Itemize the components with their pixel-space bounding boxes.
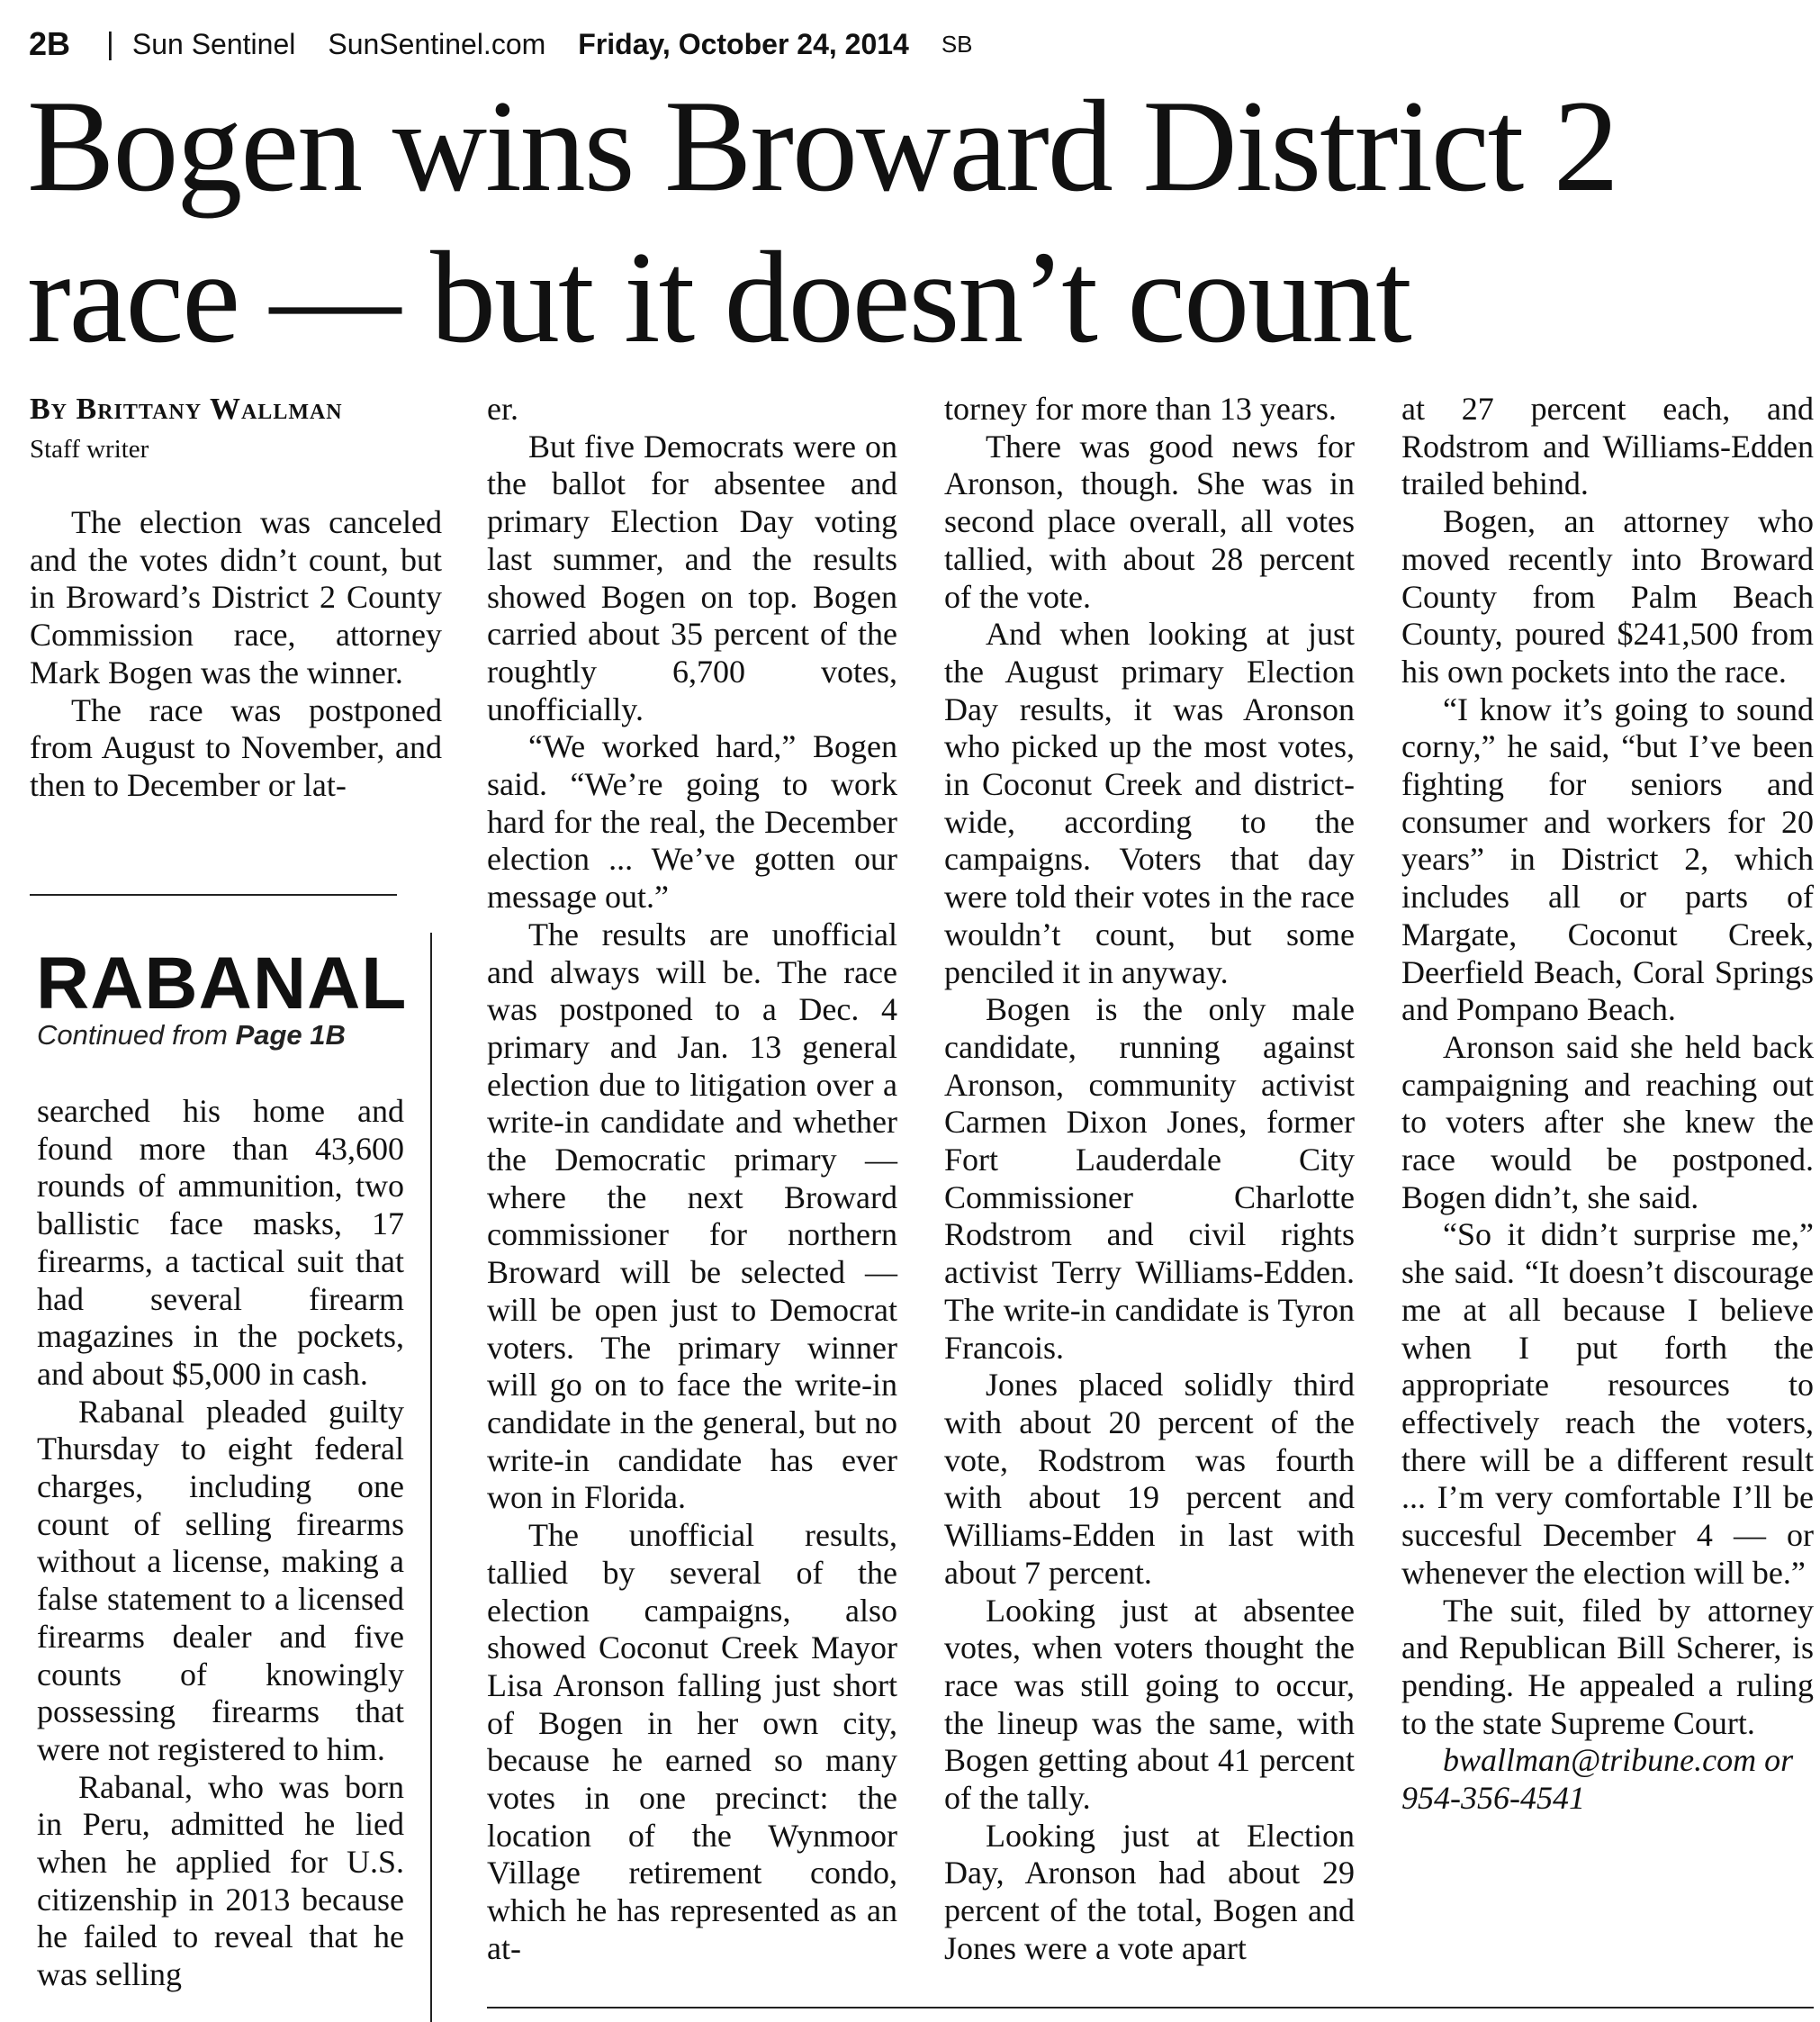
paragraph: “We worked hard,” Bogen said. “We’re going to work hard for the real, the December election ... We’ve gotten our message out.” [487, 728, 897, 916]
edition-code: SB [941, 30, 973, 58]
paragraph: And when looking at just the August primary Election Day results, it was Aronson who picked up the most votes, in Coconut Creek and district-wide, according to the campaigns. Voters that day were told their votes in the race wouldn’t count, but some penciled it in anyway. [944, 616, 1355, 990]
headline [27, 70, 1791, 373]
paragraph: Jones placed solidly third with about 20 percent of the vote, Rodstrom was fourth with about 19 percent and Williams-Edden in last with about 7 percent. [944, 1367, 1355, 1591]
paragraph: Bogen, an attorney who moved recently into Broward County from Palm Beach County, poured $241,500 from his own pockets into the race. [1401, 503, 1814, 690]
masthead [29, 22, 1793, 67]
paragraph: The results are unofficial and always will be. The race was postponed to a Dec. 4 primary and Jan. 13 general election due to litigation over a write-in candidate and whether the Democratic primary — where the next Broward commissioner for northern Broward will be selected — will be open just to Democrat voters. The primary winner will go on to face the write-in candidate in the general, but no write-in candidate has ever won in Florida. [487, 916, 897, 1516]
paragraph: Rabanal pleaded guilty Thursday to eight federal charges, including one count of selling firearms without a license, making a false statement to a licensed firearms dealer and five counts of knowingly possessing firearms that were not registered to him. [37, 1393, 404, 1767]
paragraph-continuation: er. [487, 391, 518, 427]
article-column-2 [487, 391, 897, 1968]
paragraph: Aronson said she held back campaigning and reaching out to voters after she knew the race would be postponed. Bogen didn’t, she said. [1401, 1028, 1814, 1215]
article-column-1 [30, 504, 442, 805]
paragraph: “So it didn’t surprise me,” she said. “It doesn’t discourage me at all because I believe when I put forth the appropriate resources to effectively reach the voters, there will be a different result ... I’m very comfortable I’ll be succesful December 4 — or whenever the election will be.” [1401, 1216, 1814, 1591]
paragraph: But five Democrats were on the ballot for absentee and primary Election Day voting last summer, and the results showed Bogen on top. Bogen carried about 35 percent of the roughtly 6,700 votes, unofficially. [487, 428, 897, 727]
bottom-rule [487, 2007, 1814, 2008]
jump-line-prefix: Continued from [37, 1019, 236, 1051]
headline-line-2: race — but it doesn’t count [27, 224, 1410, 370]
paragraph: There was good news for Aronson, though. She was in second place overall, all votes tallied, with about 28 percent of the vote. [944, 428, 1355, 615]
paper-name: Sun Sentinel [131, 27, 296, 60]
paragraph: “I know it’s going to sound corny,” he said, “but I’ve been fighting for seniors and consumer and workers for 20 years” in District 2, which includes all or parts of Margate, Coconut Creek, Deerfield Beach, Coral Springs and Pompano Beach. [1401, 691, 1814, 1028]
byline: By Brittany Wallman [30, 393, 343, 426]
paper-website: SunSentinel.com [328, 27, 546, 60]
author-contact: bwallman@tribune.com or 954-356-4541 [1401, 1742, 1794, 1817]
paragraph: The suit, filed by attorney and Republican Bill Scherer, is pending. He appealed a ruling to the state Supreme Court. [1401, 1592, 1814, 1741]
headline-line-1: Bogen wins Broward District 2 [27, 73, 1617, 219]
sidebar-column [37, 1093, 404, 1994]
paragraph-continuation: at 27 percent each, and Rodstrom and Williams-Edden trailed behind. [1401, 391, 1814, 502]
masthead-separator: | [106, 26, 114, 61]
jump-line-page: Page 1B [235, 1019, 346, 1051]
article-column-3 [944, 391, 1355, 1968]
paragraph: The race was postponed from August to November, and then to December or lat- [30, 691, 442, 803]
paragraph: Looking just at absentee votes, when voters thought the race was still going to occur, the lineup was the same, with Bogen getting about 41 percent of the tally. [944, 1592, 1355, 1817]
issue-date: Friday, October 24, 2014 [578, 27, 909, 60]
paragraph: The election was canceled and the votes didn’t count, but in Broward’s District 2 County Commission race, attorney Mark Bogen was the winner. [30, 504, 442, 691]
paragraph: Looking just at Election Day, Aronson had about 29 percent of the total, Bogen and Jones were a vote apart [944, 1817, 1355, 1966]
paragraph: searched his home and found more than 43,600 rounds of ammunition, two ballistic face masks, 17 firearms, a tactical suit that had several firearm magazines in the pockets, and about $5,000 in cash. [37, 1093, 404, 1392]
paragraph: Rabanal, who was born in Peru, admitted he lied when he applied for U.S. citizenship in 2013 because he failed to reveal that he was selling [37, 1768, 404, 1993]
article-column-4 [1401, 391, 1814, 1818]
byline-role: Staff writer [30, 435, 149, 464]
sidebar-title: RABANAL [36, 943, 408, 1025]
sidebar-divider [30, 894, 397, 896]
paragraph-continuation: torney for more than 13 years. [944, 391, 1337, 427]
paragraph: The unofficial results, tallied by several of the election campaigns, also showed Coconut Creek Mayor Lisa Aronson falling just short of Bogen in her own city, because he earned so many votes in one precinct: the location of the Wynmoor Village retirement condo, which he has represented as an at- [487, 1517, 897, 1966]
paragraph: Bogen is the only male candidate, running against Aronson, community activist Carmen Dixon Jones, former Fort Lauderdale City Commissioner Charlotte Rodstrom and civil rights activist Terry Williams-Edden. The write-in candidate is Tyron Francois. [944, 991, 1355, 1366]
column-rule [430, 933, 432, 2022]
jump-line [37, 1016, 415, 1055]
page-number: 2B [29, 25, 71, 62]
